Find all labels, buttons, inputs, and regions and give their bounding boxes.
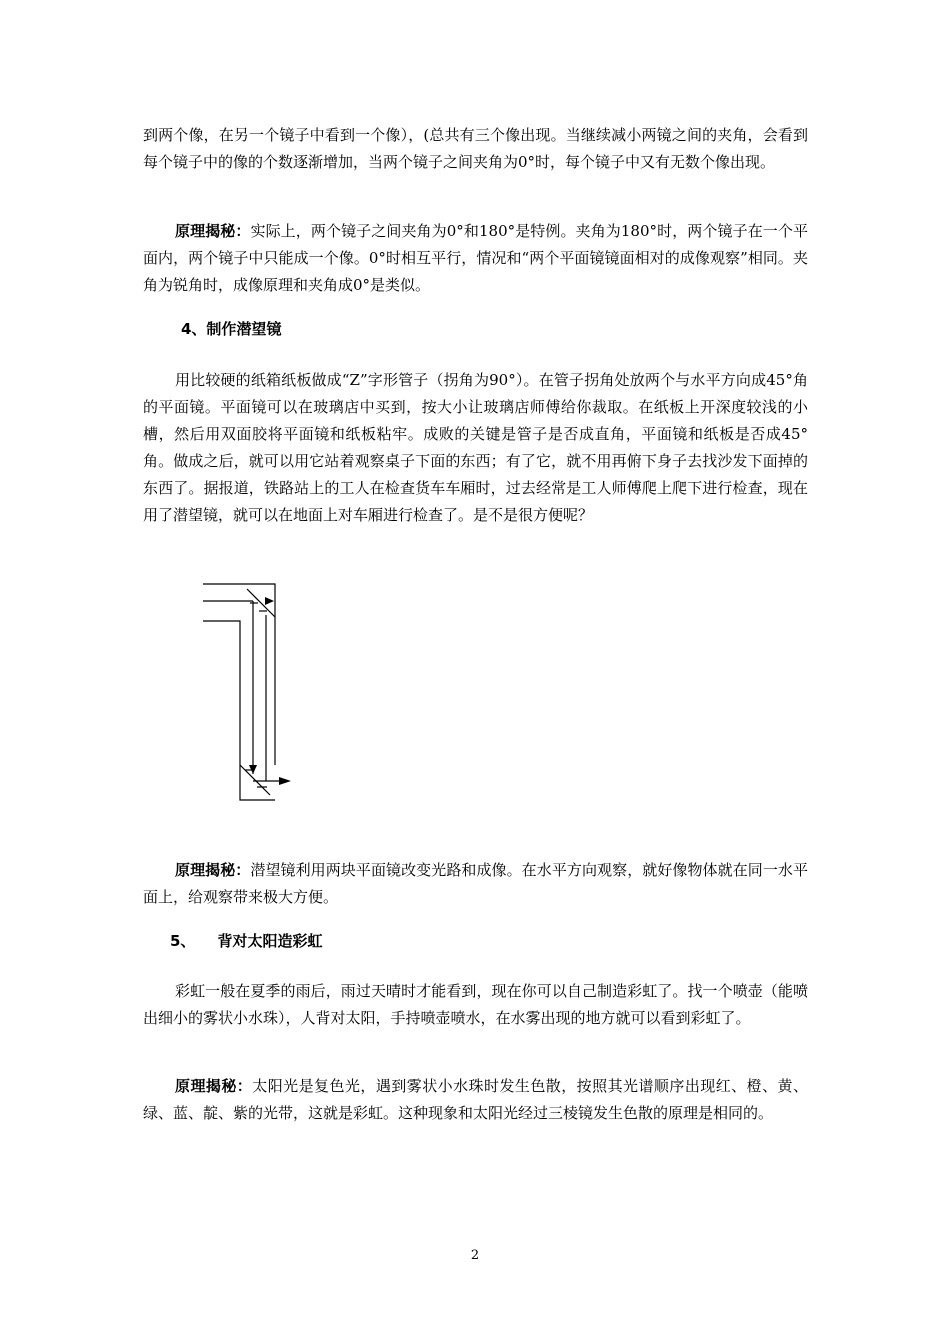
section-title: 背对太阳造彩虹 <box>217 932 323 950</box>
principle-label: 原理揭秘： <box>175 1077 253 1095</box>
periscope-inner-wall <box>203 621 275 800</box>
paragraph-continuation: 到两个像，在另一个镜子中看到一个像），(总共有三个像出现。当继续减小两镜之间的夹角，会看到每个镜子中的像的个数逐渐增加，当两个镜子之间夹角为0°时，每个镜子中又有无数个像出现。 <box>143 126 808 171</box>
principle-label: 原理揭秘： <box>175 861 251 879</box>
section-heading-rainbow <box>170 928 322 955</box>
paragraph-rainbow-instructions: 彩虹一般在夏季的雨后，雨过天晴时才能看到，现在你可以自己制造彩虹了。找一个喷壶（能喷出细小的雾状小水珠），人背对太阳，手持喷壶喷水，在水雾出现的地方就可以看到彩虹了。 <box>143 982 808 1027</box>
page-number: 2 <box>470 1248 480 1263</box>
arrow-outgoing-icon <box>279 777 291 785</box>
arrow-incoming-icon <box>265 597 274 605</box>
principle-text: 太阳光是复色光，遇到雾状小水珠时发生色散，按照其光谱顺序出现红、橙、黄、绿、蓝、靛、紫的光带，这就是彩虹。这种现象和太阳光经过三棱镜发生色散的原理是相同的。 <box>143 1077 808 1122</box>
paragraph-principle-mirrors <box>143 218 808 299</box>
paragraph-principle-periscope <box>143 857 808 911</box>
periscope-outer-wall <box>203 584 275 759</box>
paragraph-periscope-instructions: 用比较硬的纸箱纸板做成“Z”字形管子（拐角为90°）。在管子拐角处放两个与水平方向成45°角的平面镜。平面镜可以在玻璃店中买到，按大小让玻璃店师傅给你裁取。在纸板上开深度较浅的小槽，然后用双面胶将平面镜和纸板粘牢。成败的关键是管子是否成直角，平面镜和纸板是否成45°角。做成之后，就可以用它站着观察桌子下面的东西；有了它，就不用再俯下身子去找沙发下面掉的东西了。据报道，铁路站上的工人在检查货车车厢时，过去经常是工人师傅爬上爬下进行检查，现在用了潜望镜，就可以在地面上对车厢进行检查了。是不是很方便呢？ <box>143 371 808 524</box>
paragraph-principle-rainbow <box>143 1073 808 1127</box>
principle-text: 潜望镜利用两块平面镜改变光路和成像。在水平方向观察，就好像物体就在同一水平面上，给观察带来极大方便。 <box>143 861 808 906</box>
section-number: 5、 <box>170 932 196 950</box>
section-heading-periscope: 4、制作潜望镜 <box>181 320 282 338</box>
periscope-diagram <box>195 575 305 805</box>
principle-text: 实际上，两个镜子之间夹角为0°和180°是特例。夹角为180°时，两个镜子在一个平面内，两个镜子中只能成一个像。0°时相互平行，情况和“两个平面镜镜面相对的成像观察”相同。夹角为锐角时，成像原理和夹角成0°是类似。 <box>143 222 808 294</box>
principle-label: 原理揭秘： <box>175 222 251 240</box>
